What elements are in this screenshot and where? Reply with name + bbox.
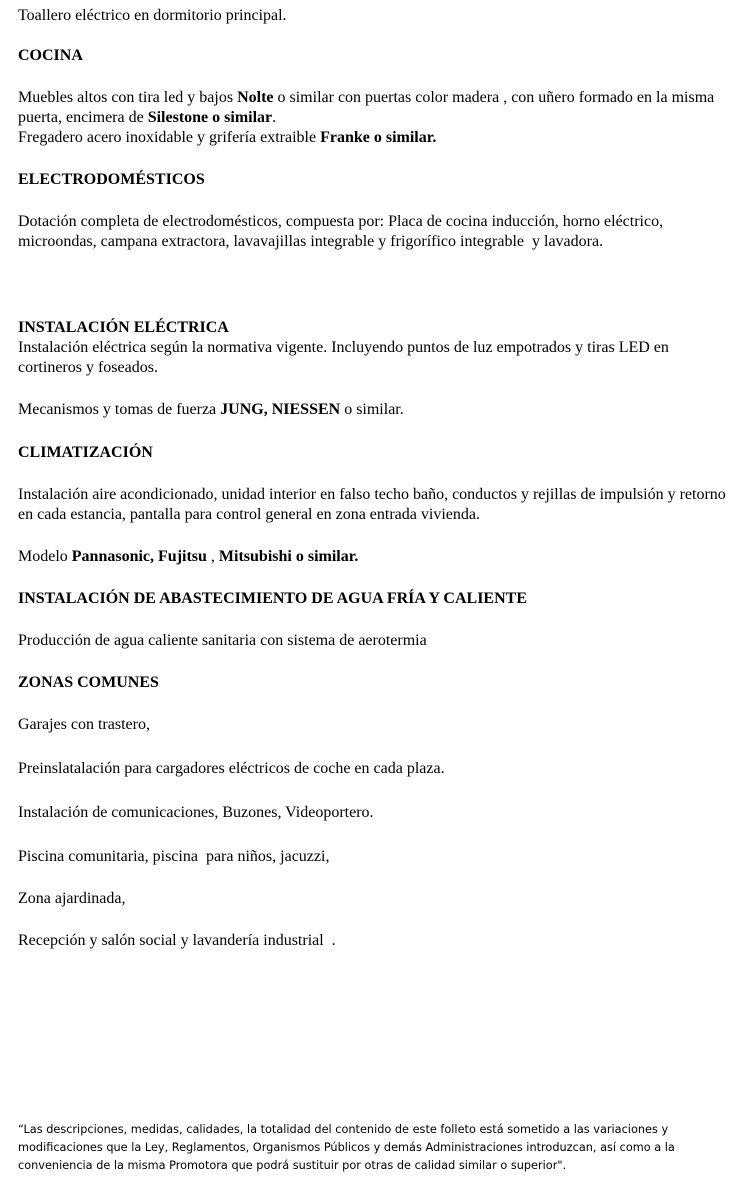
zona-item-garajes: Garajes con trastero, bbox=[18, 716, 150, 733]
heading-climatizacion: CLIMATIZACIÓN bbox=[18, 444, 153, 461]
intro-text: Toallero eléctrico en dormitorio principal. bbox=[18, 7, 287, 24]
heading-cocina: COCINA bbox=[18, 47, 83, 64]
heading-agua: INSTALACIÓN DE ABASTECIMIENTO DE AGUA FRÍA Y CALIENTE bbox=[18, 590, 527, 607]
legal-footnote: “Las descripciones, medidas, calidades, la totalidad del contenido de este folleto está sometido a las variaciones y modificaciones que la Ley, Reglamentos, Organismos Públicos y demás Administraciones introduzcan, así como a la conveniencia de la misma Promotora que podrá sustituir por otras de calidad similar o superior". bbox=[18, 1123, 675, 1172]
heading-zonas-comunes: ZONAS COMUNES bbox=[18, 674, 159, 691]
heading-instalacion-electrica: INSTALACIÓN ELÉCTRICA bbox=[18, 319, 229, 336]
electrica-text: Instalación eléctrica según la normativa vigente. Incluyendo puntos de luz empotrados y tiras LED en cortineros y foseados. bbox=[18, 339, 673, 376]
zona-item-comunicaciones: Instalación de comunicaciones, Buzones, Videoportero. bbox=[18, 804, 374, 821]
climatizacion-modelo-text: Modelo Pannasonic, Fujitsu , Mitsubishi o similar. bbox=[18, 548, 359, 565]
heading-electrodomesticos: ELECTRODOMÉSTICOS bbox=[18, 171, 205, 188]
climatizacion-text: Instalación aire acondicionado, unidad interior en falso techo baño, conductos y rejillas de impulsión y retorno en cada estancia, pantalla para control general en zona entrada vivienda. bbox=[18, 486, 730, 523]
agua-text: Producción de agua caliente sanitaria con sistema de aerotermia bbox=[18, 632, 427, 649]
zona-item-piscina: Piscina comunitaria, piscina para niños, jacuzzi, bbox=[18, 848, 330, 865]
document-body bbox=[18, 6, 733, 951]
zona-item-recepcion: Recepción y salón social y lavandería industrial . bbox=[18, 932, 336, 949]
mecanismos-text: Mecanismos y tomas de fuerza JUNG, NIESSEN o similar. bbox=[18, 401, 404, 418]
electrodomesticos-text: Dotación completa de electrodomésticos, compuesta por: Placa de cocina inducción, horno eléctrico, microondas, campana extractora, lavavajillas integrable y frigorífico integrable y lavadora. bbox=[18, 213, 668, 250]
cocina-muebles-text: Muebles altos con tira led y bajos Nolte o similar con puertas color madera , con uñero formado en la misma puerta, encimera de Silestone o similar. bbox=[18, 89, 719, 126]
zona-item-jardin: Zona ajardinada, bbox=[18, 890, 126, 907]
cocina-fregadero-text: Fregadero acero inoxidable y grifería extraible Franke o similar. bbox=[18, 129, 437, 146]
zona-item-cargadores: Preinslatalación para cargadores eléctricos de coche en cada plaza. bbox=[18, 760, 445, 777]
